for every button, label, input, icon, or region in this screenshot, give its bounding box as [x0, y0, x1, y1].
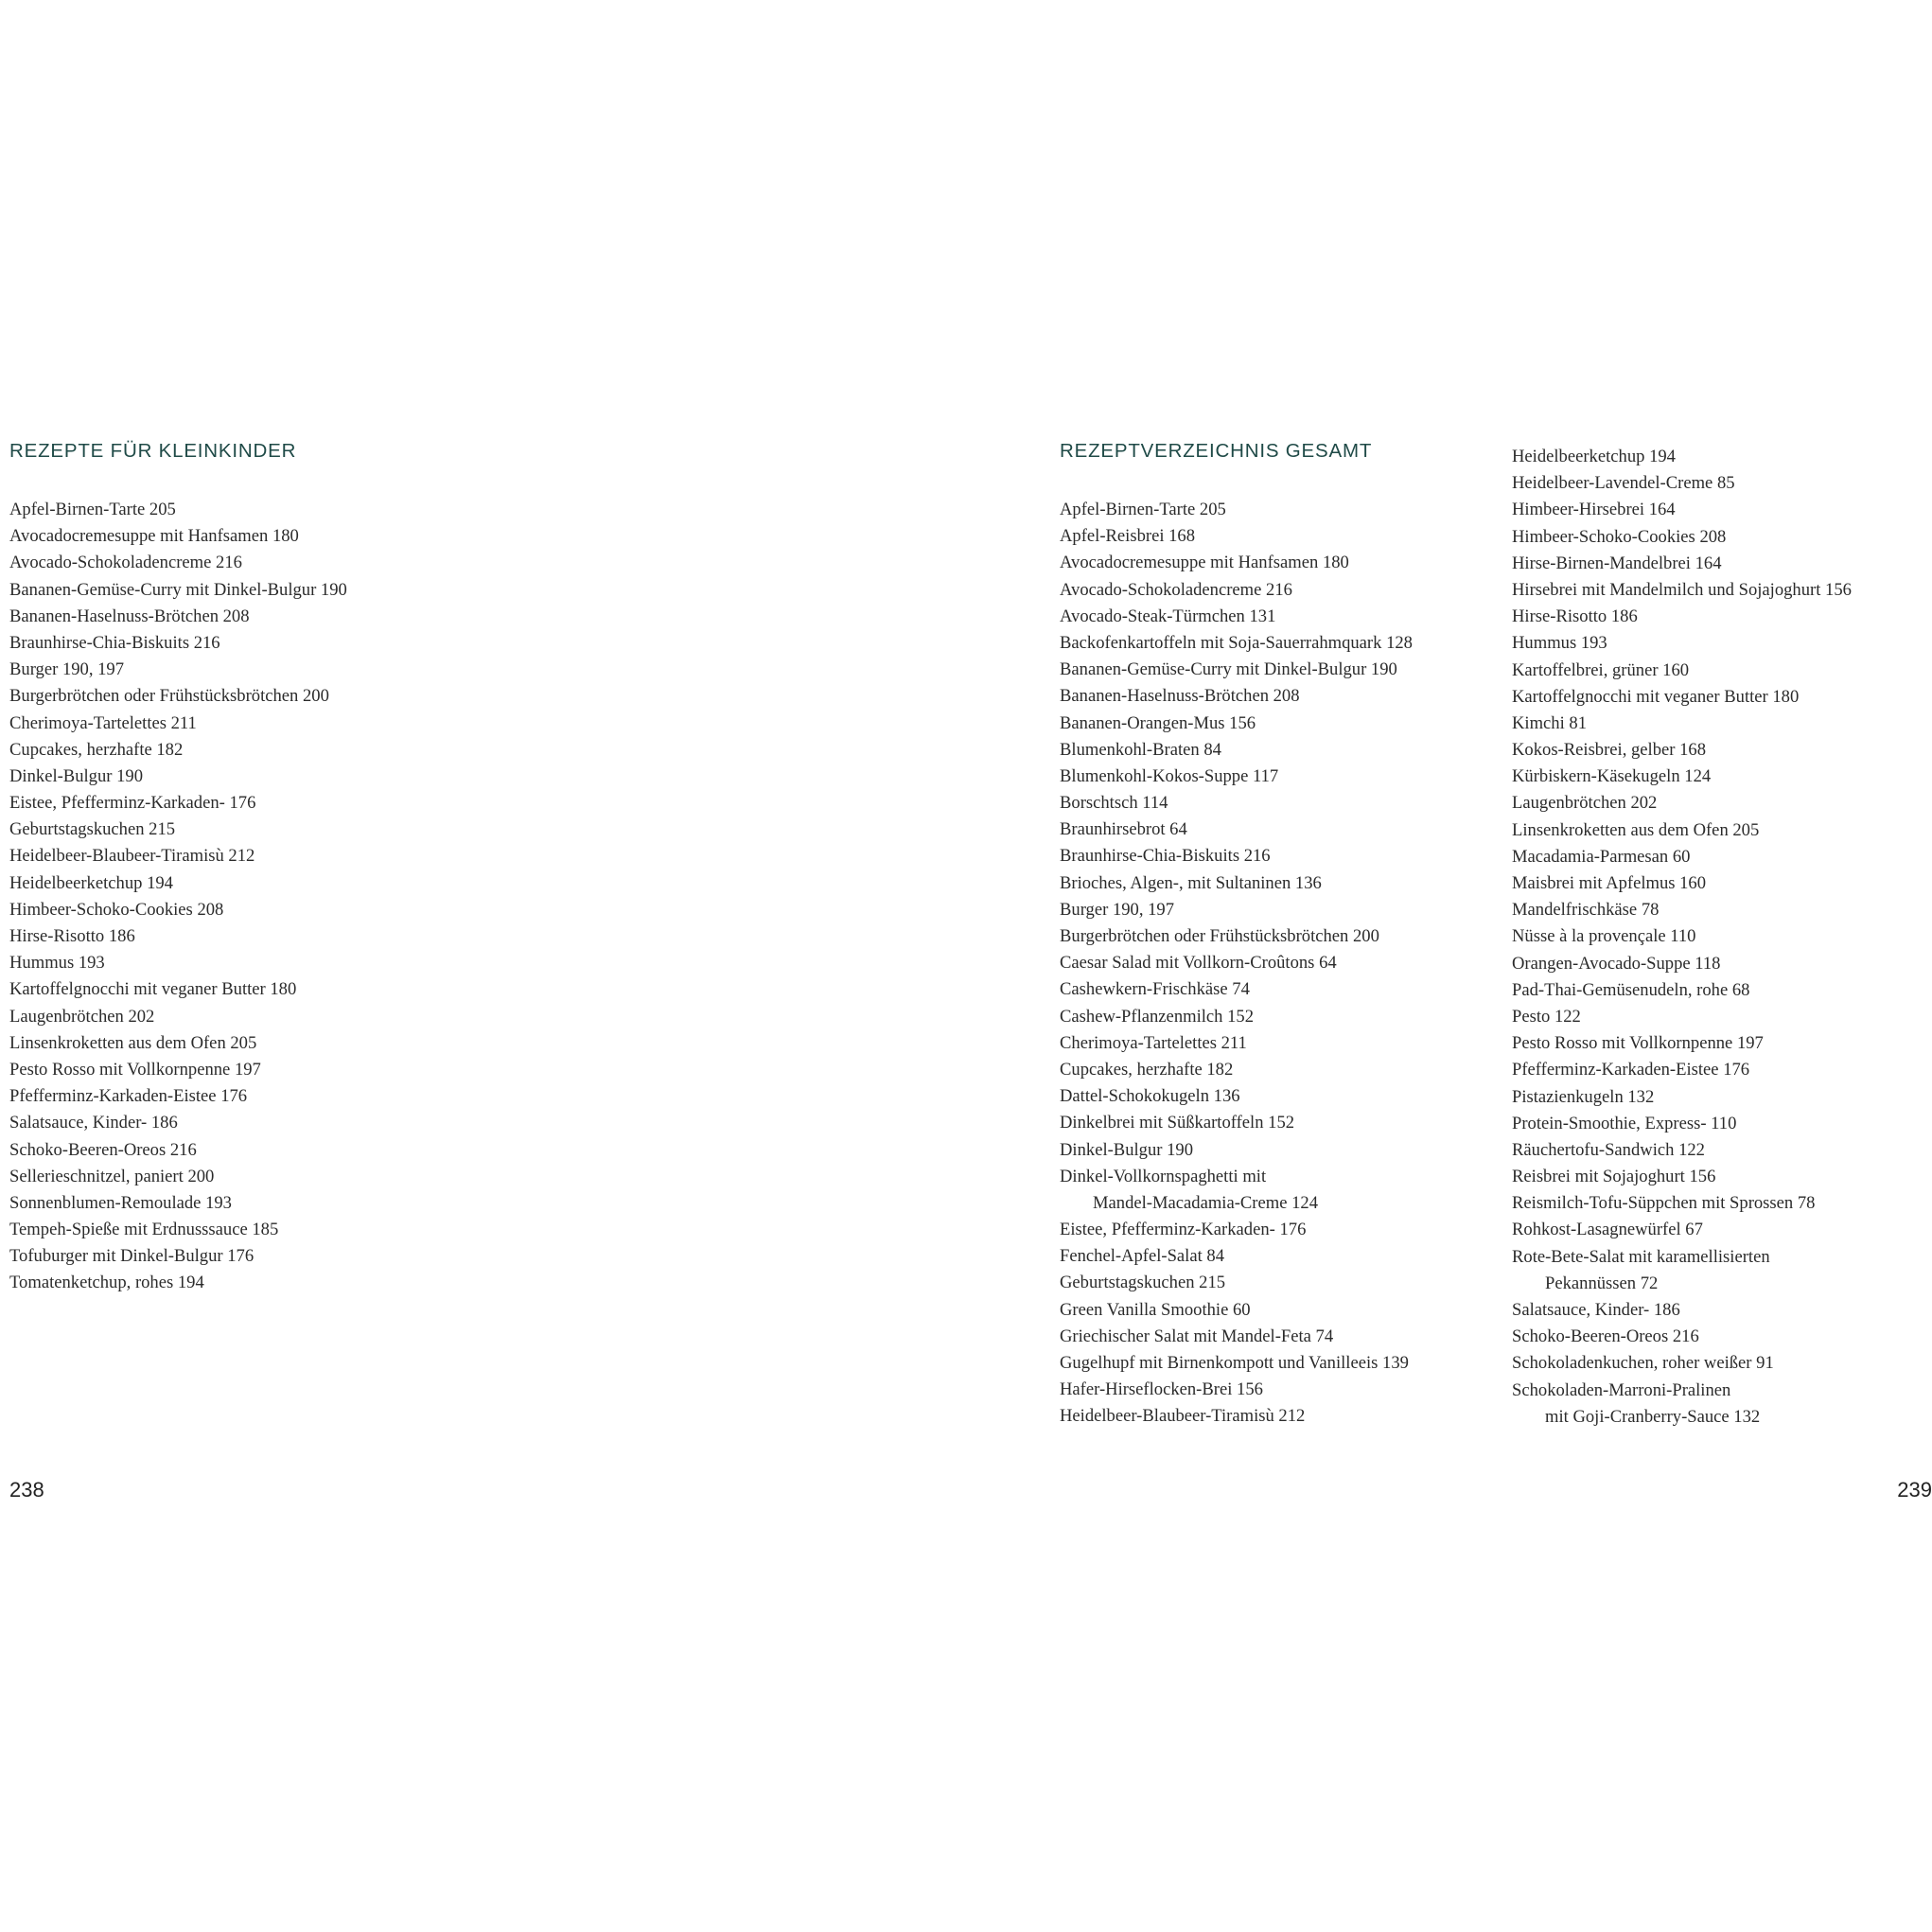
- index-entry: Hirse-Risotto 186: [1512, 606, 1638, 627]
- index-entry: Apfel-Birnen-Tarte 205: [1060, 500, 1226, 519]
- index-entry: Himbeer-Hirsebrei 164: [1512, 500, 1676, 520]
- index-entry: Pesto Rosso mit Vollkornpenne 197: [9, 1059, 261, 1080]
- index-entry: Salatsauce, Kinder- 186: [9, 1113, 178, 1133]
- index-entry: Dinkel-Vollkornspaghetti mit: [1060, 1166, 1267, 1186]
- left-recipe-list: [9, 497, 347, 1297]
- index-entry: Burger 190, 197: [1060, 899, 1175, 920]
- index-entry: Laugenbrötchen 202: [1512, 793, 1658, 814]
- index-entry: Hirsebrei mit Mandelmilch und Sojajoghurt 156: [1512, 579, 1852, 600]
- index-entry: Gugelhupf mit Birnenkompott und Vanilleeis 139: [1060, 1353, 1409, 1373]
- index-entry: Pesto 122: [1512, 1006, 1581, 1027]
- index-entry: Cashew-Pflanzenmilch 152: [1060, 1006, 1254, 1027]
- index-entry: Kartoffelgnocchi mit veganer Butter 180: [9, 979, 297, 1000]
- index-entry: Avocado-Steak-Türmchen 131: [1060, 606, 1276, 626]
- right-recipe-list-column-1: [1060, 497, 1413, 1431]
- index-entry: Bananen-Haselnuss-Brötchen 208: [1060, 686, 1300, 707]
- index-entry: Kürbiskern-Käsekugeln 124: [1512, 766, 1712, 787]
- index-entry: Geburtstagskuchen 215: [9, 819, 176, 840]
- index-entry: Bananen-Gemüse-Curry mit Dinkel-Bulgur 190: [1060, 659, 1397, 680]
- index-entry: Tempeh-Spieße mit Erdnusssauce 185: [9, 1220, 279, 1240]
- index-entry: Pesto Rosso mit Vollkornpenne 197: [1512, 1033, 1764, 1054]
- index-entry: Borschtsch 114: [1060, 793, 1168, 814]
- index-entry: Cashewkern-Frischkäse 74: [1060, 979, 1250, 1000]
- index-entry: Reismilch-Tofu-Süppchen mit Sprossen 78: [1512, 1193, 1816, 1214]
- index-entry: Schoko-Beeren-Oreos 216: [9, 1139, 197, 1160]
- index-entry: Hafer-Hirseflocken-Brei 156: [1060, 1379, 1263, 1400]
- index-entry: Salatsauce, Kinder- 186: [1512, 1300, 1680, 1320]
- index-entry: Reisbrei mit Sojajoghurt 156: [1512, 1167, 1716, 1187]
- index-entry: Linsenkroketten aus dem Ofen 205: [1512, 819, 1760, 840]
- index-entry: Mandel-Macadamia-Creme 124: [1093, 1192, 1319, 1213]
- index-entry: Griechischer Salat mit Mandel-Feta 74: [1060, 1326, 1334, 1346]
- index-entry: Brioches, Algen-, mit Sultaninen 136: [1060, 872, 1322, 893]
- index-entry: Heidelbeerketchup 194: [9, 872, 173, 893]
- index-entry: Braunhirsebrot 64: [1060, 819, 1187, 840]
- index-entry: Rote-Bete-Salat mit karamellisierten: [1512, 1246, 1770, 1267]
- index-entry: Braunhirse-Chia-Biskuits 216: [9, 632, 220, 653]
- index-entry: Apfel-Birnen-Tarte 205: [9, 500, 176, 519]
- index-entry: Avocadocremesuppe mit Hanfsamen 180: [1060, 553, 1349, 573]
- index-entry: Dinkel-Bulgur 190: [1060, 1139, 1193, 1160]
- index-entry: Cherimoya-Tartelettes 211: [1060, 1032, 1247, 1053]
- index-entry: Eistee, Pfefferminz-Karkaden- 176: [9, 793, 256, 814]
- index-entry: Räuchertofu-Sandwich 122: [1512, 1139, 1705, 1160]
- index-entry: Avocadocremesuppe mit Hanfsamen 180: [9, 526, 299, 547]
- index-entry: Kokos-Reisbrei, gelber 168: [1512, 740, 1707, 761]
- index-entry: Sellerieschnitzel, paniert 200: [9, 1166, 215, 1186]
- index-entry: Tomatenketchup, rohes 194: [9, 1273, 204, 1293]
- index-entry: Caesar Salad mit Vollkorn-Croûtons 64: [1060, 953, 1337, 974]
- index-entry: Orangen-Avocado-Suppe 118: [1512, 953, 1721, 974]
- index-entry: Avocado-Schokoladencreme 216: [9, 553, 242, 573]
- index-entry: Mandelfrischkäse 78: [1512, 900, 1660, 921]
- index-entry: Schokoladenkuchen, roher weißer 91: [1512, 1353, 1774, 1374]
- index-entry: Bananen-Orangen-Mus 156: [1060, 712, 1256, 733]
- right-recipe-list-column-2: [1512, 444, 1852, 1431]
- index-entry: Backofenkartoffeln mit Soja-Sauerrahmquark 128: [1060, 632, 1413, 653]
- index-entry: Dattel-Schokokugeln 136: [1060, 1086, 1240, 1107]
- index-entry: Protein-Smoothie, Express- 110: [1512, 1113, 1737, 1133]
- index-entry: Geburtstagskuchen 215: [1060, 1273, 1226, 1293]
- index-entry: Heidelbeer-Lavendel-Creme 85: [1512, 473, 1735, 494]
- index-entry: Burger 190, 197: [9, 659, 125, 680]
- index-entry: Kartoffelbrei, grüner 160: [1512, 659, 1690, 680]
- index-entry: Pad-Thai-Gemüsenudeln, rohe 68: [1512, 979, 1750, 1000]
- index-entry: Maisbrei mit Apfelmus 160: [1512, 873, 1707, 893]
- index-entry: Pekannüssen 72: [1545, 1273, 1659, 1293]
- index-entry: Heidelbeer-Blaubeer-Tiramisù 212: [1060, 1406, 1306, 1427]
- right-page-heading: REZEPTVERZEICHNIS GESAMT: [1060, 440, 1373, 462]
- index-entry: Eistee, Pfefferminz-Karkaden- 176: [1060, 1220, 1307, 1240]
- index-entry: Heidelbeerketchup 194: [1512, 447, 1676, 466]
- index-entry: Braunhirse-Chia-Biskuits 216: [1060, 846, 1271, 867]
- index-entry: Kartoffelgnocchi mit veganer Butter 180: [1512, 686, 1800, 707]
- page-number-left: 238: [9, 1478, 44, 1502]
- index-entry: mit Goji-Cranberry-Sauce 132: [1545, 1406, 1761, 1427]
- left-page-heading: REZEPTE FÜR KLEINKINDER: [9, 440, 297, 462]
- index-entry: Linsenkroketten aus dem Ofen 205: [9, 1032, 257, 1053]
- page-number-right: 239: [1897, 1478, 1932, 1502]
- index-entry: Pistazienkugeln 132: [1512, 1086, 1655, 1107]
- index-entry: Hirse-Risotto 186: [9, 926, 135, 946]
- index-entry: Blumenkohl-Kokos-Suppe 117: [1060, 765, 1279, 786]
- index-entry: Laugenbrötchen 202: [9, 1006, 155, 1027]
- index-entry: Pfefferminz-Karkaden-Eistee 176: [1512, 1060, 1750, 1080]
- index-entry: Nüsse à la provençale 110: [1512, 926, 1696, 947]
- index-entry: Bananen-Haselnuss-Brötchen 208: [9, 606, 250, 626]
- index-entry: Hummus 193: [9, 953, 105, 974]
- index-entry: Rohkost-Lasagnewürfel 67: [1512, 1220, 1703, 1240]
- index-entry: Hirse-Birnen-Mandelbrei 164: [1512, 553, 1722, 573]
- index-entry: Fenchel-Apfel-Salat 84: [1060, 1246, 1224, 1267]
- index-entry: Macadamia-Parmesan 60: [1512, 846, 1691, 867]
- index-entry: Pfefferminz-Karkaden-Eistee 176: [9, 1086, 248, 1107]
- index-entry: Blumenkohl-Braten 84: [1060, 739, 1221, 760]
- index-entry: Dinkelbrei mit Süßkartoffeln 152: [1060, 1113, 1295, 1133]
- index-entry: Bananen-Gemüse-Curry mit Dinkel-Bulgur 190: [9, 579, 347, 600]
- index-entry: Hummus 193: [1512, 633, 1607, 654]
- index-entry: Cherimoya-Tartelettes 211: [9, 712, 197, 733]
- index-entry: Apfel-Reisbrei 168: [1060, 526, 1196, 547]
- index-entry: Burgerbrötchen oder Frühstücksbrötchen 200: [1060, 926, 1379, 946]
- index-entry: Dinkel-Bulgur 190: [9, 765, 143, 786]
- index-entry: Cupcakes, herzhafte 182: [9, 739, 184, 760]
- index-entry: Cupcakes, herzhafte 182: [1060, 1059, 1234, 1080]
- index-entry: Heidelbeer-Blaubeer-Tiramisù 212: [9, 846, 255, 867]
- index-entry: Schoko-Beeren-Oreos 216: [1512, 1326, 1699, 1347]
- index-entry: Schokoladen-Marroni-Pralinen: [1512, 1379, 1731, 1400]
- index-entry: Sonnenblumen-Remoulade 193: [9, 1192, 232, 1213]
- index-entry: Burgerbrötchen oder Frühstücksbrötchen 200: [9, 686, 329, 707]
- index-entry: Green Vanilla Smoothie 60: [1060, 1299, 1251, 1320]
- index-entry: Himbeer-Schoko-Cookies 208: [1512, 526, 1727, 547]
- index-entry: Himbeer-Schoko-Cookies 208: [9, 899, 224, 920]
- index-entry: Kimchi 81: [1512, 712, 1588, 733]
- index-entry: Avocado-Schokoladencreme 216: [1060, 579, 1292, 600]
- index-entry: Tofuburger mit Dinkel-Bulgur 176: [9, 1246, 255, 1267]
